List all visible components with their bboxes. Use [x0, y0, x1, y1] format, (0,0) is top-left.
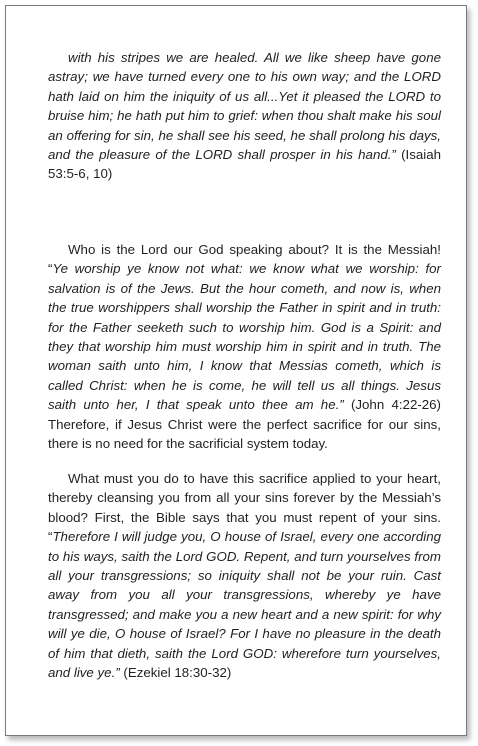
paragraph-outro: (Ezekiel 18:30-32) — [119, 665, 232, 681]
paragraph-intro: Who is the Lord our God speaking about? It is the Messiah! “ — [48, 242, 441, 277]
citation: (Isaiah 53:5-6, 10) — [48, 147, 441, 182]
document-page — [5, 5, 467, 736]
scripture-quote: Ye worship ye know not what: we know what we worship: for salvation is of the Jews. But the hour cometh, and now is, when the true worshippers shall worship the Father in spirit and in truth: for the Father seeketh such to worship him. God is a Spirit: and they that worship him must worship him in spirit and in truth. The woman saith unto him, I know that Messias cometh, which is called Christ: when he is come, he will tell us all things. Jesus saith unto her, I that speak unto thee am he.” — [48, 261, 441, 413]
paragraph-messiah — [48, 240, 441, 453]
paragraph-isaiah-quote — [48, 48, 441, 184]
paragraph-repentance — [48, 469, 441, 682]
paragraph-outro: (John 4:22-26) Therefore, if Jesus Christ were the perfect sacrifice for our sins, there is no need for the sacrificial system today. — [48, 397, 441, 452]
paragraph-intro: What must you do to have this sacrifice applied to your heart, thereby cleansing you from all your sins forever by the Messiah’s blood? First, the Bible says that you must repent of your sins. “ — [48, 471, 441, 545]
scripture-quote: with his stripes we are healed. All we like sheep have gone astray; we have turned every one to his own way; and the LORD hath laid on him the iniquity of us all...Yet it pleased the LORD to bruise him; he hath put him to grief: when thou shalt make his soul an offering for sin, he shall see his seed, he shall prolong his days, and the pleasure of the LORD shall prosper in his hand.” — [48, 50, 441, 163]
scripture-quote: Therefore I will judge you, O house of Israel, every one according to his ways, saith the Lord GOD. Repent, and turn yourselves from all your transgressions; so iniquity shall not be your ruin. Cast away from you all your transgressions, whereby ye have transgressed; and make you a new heart and a new spirit: for why will ye die, O house of Israel? For I have no pleasure in the death of him that dieth, saith the Lord GOD: wherefore turn yourselves, and live ye.” — [48, 529, 441, 681]
